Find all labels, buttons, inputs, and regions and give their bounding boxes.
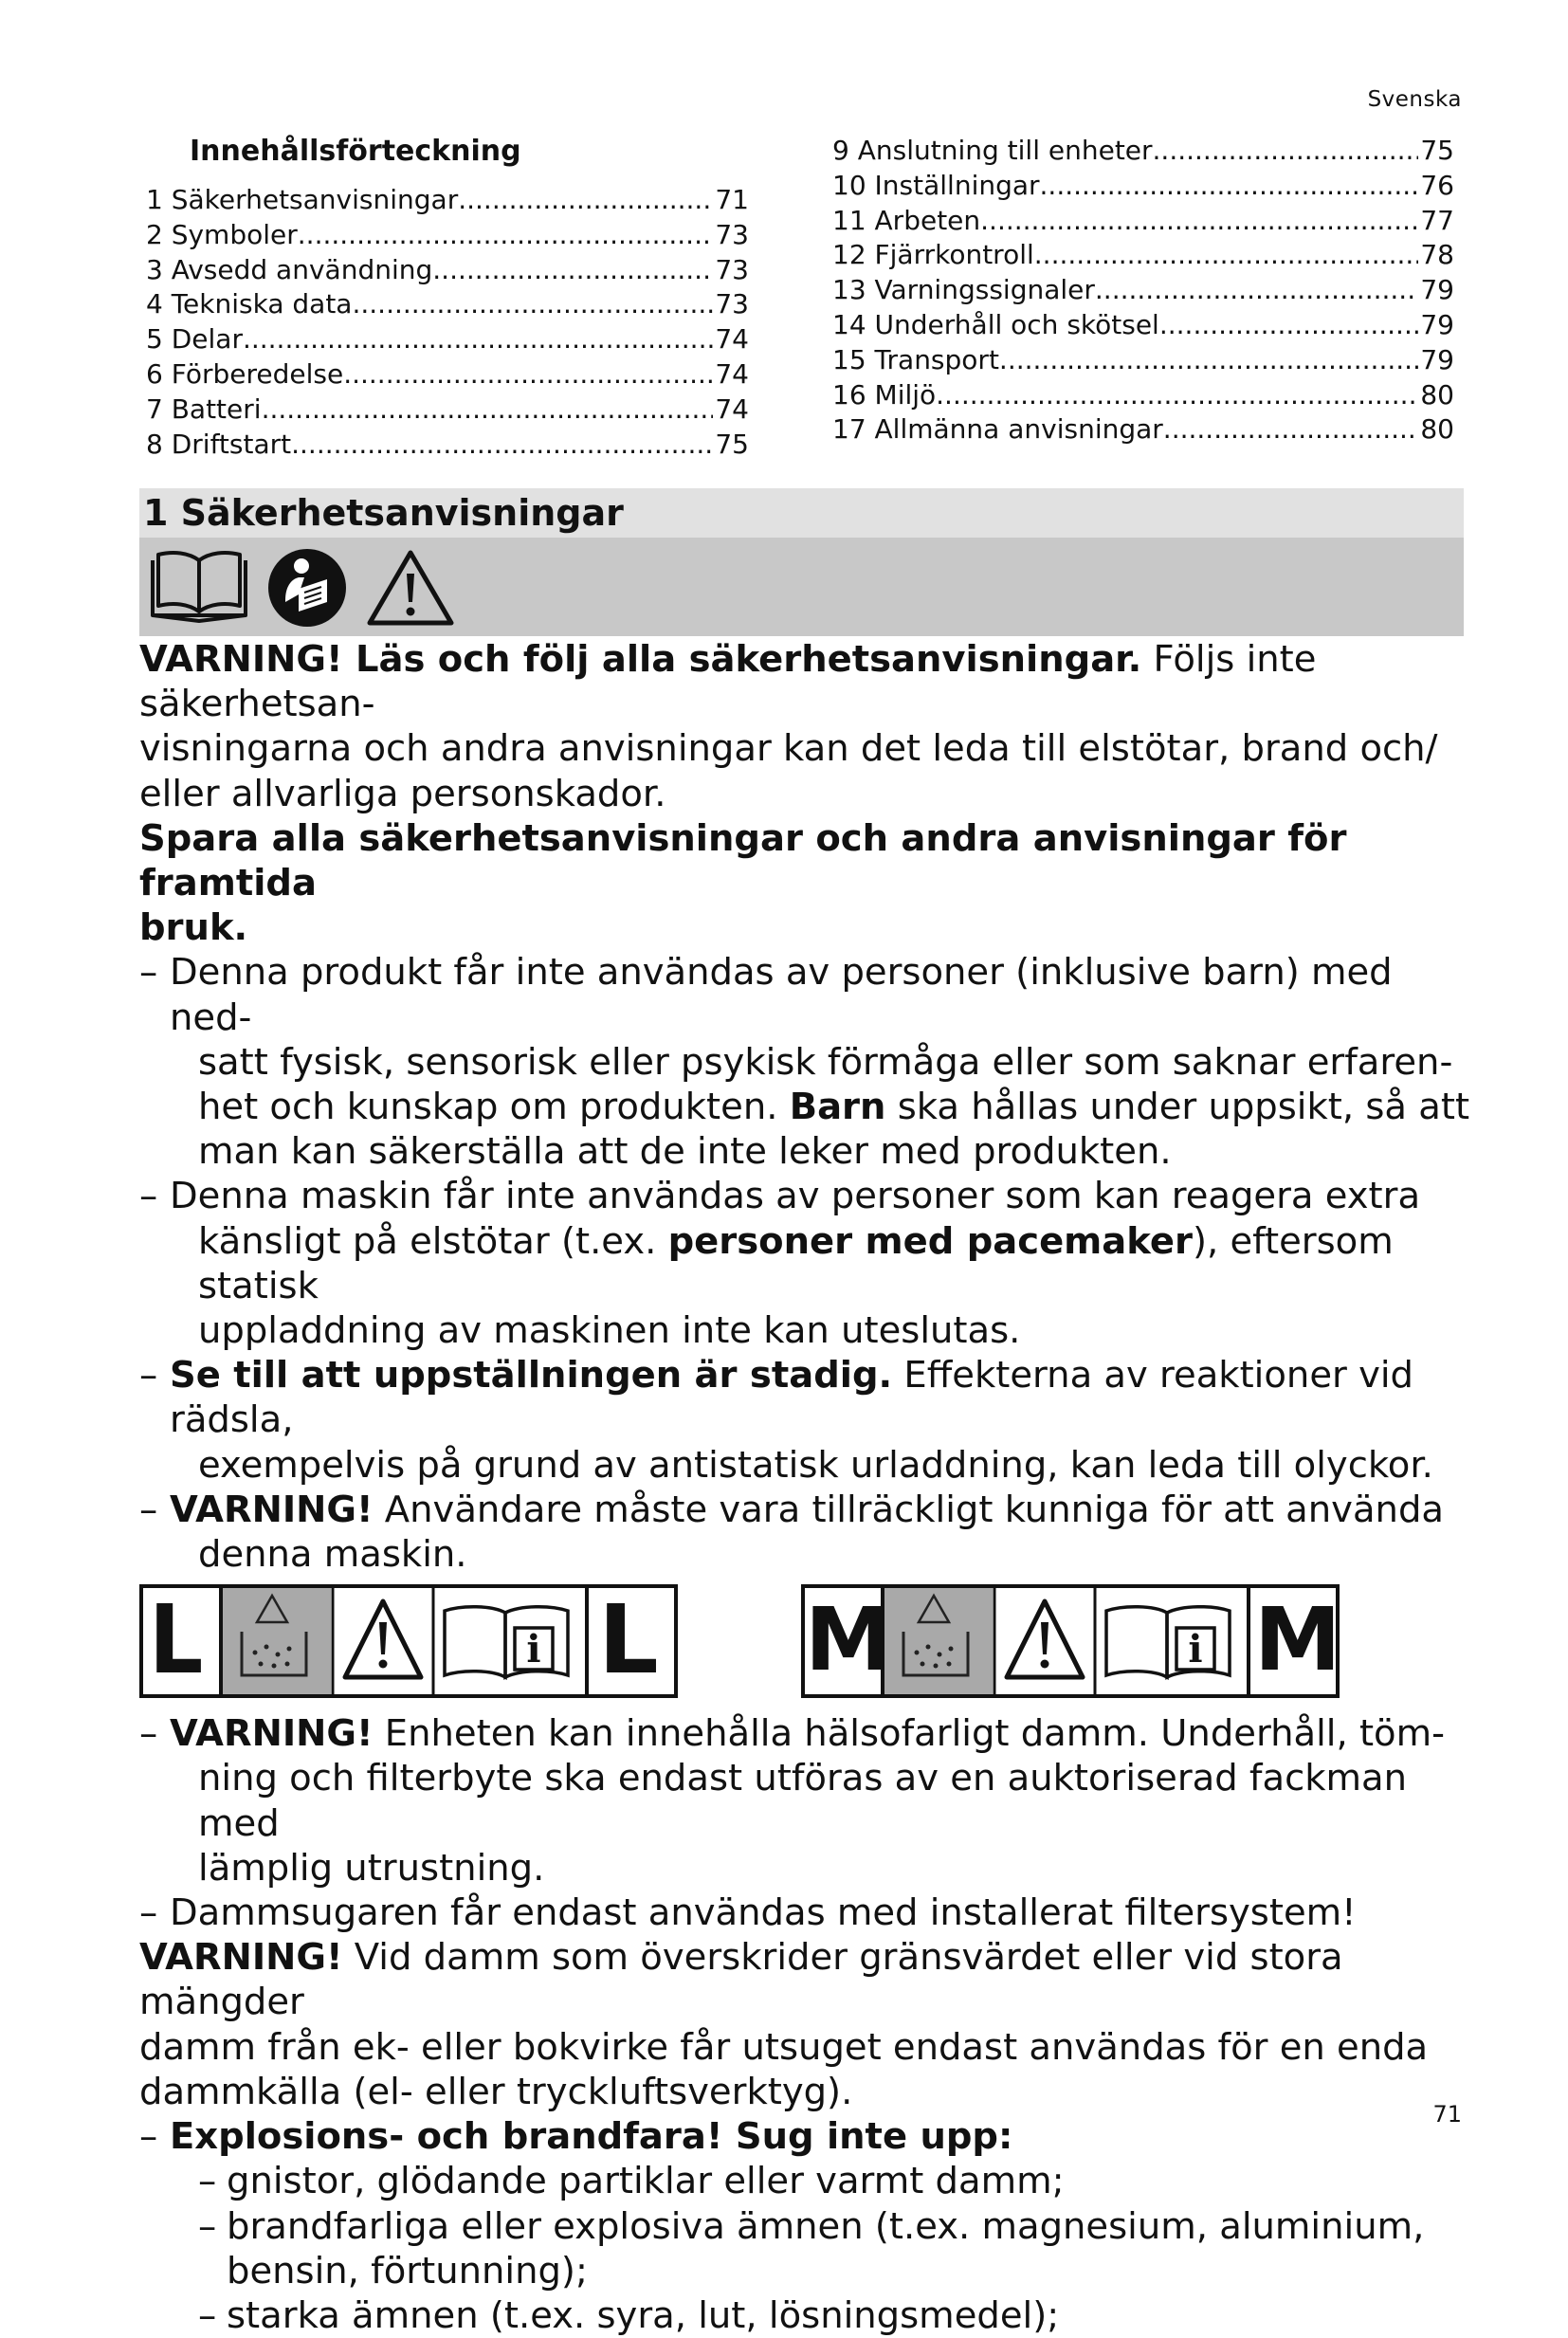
dust-class-right-letter-b: M (1254, 1589, 1341, 1691)
bullet-item: – Denna maskin får inte användas av personer som kan reagera extra känsligt på elstötar (t.ex. personer med pacemaker), eftersom statisk uppladdning av maskinen inte kan uteslutas. (139, 1175, 1421, 1353)
toc-entry[interactable]: 10 Inställningar ..... 76 (832, 169, 1454, 204)
save-instructions-paragraph: Spara alla säkerhetsanvisningar och andra anvisningar för framtida bruk. (139, 816, 1347, 950)
svg-text:i: i (1188, 1627, 1203, 1672)
dust-class-labels (139, 1584, 1476, 1706)
bullet-item: – Dammsugaren får endast användas med installerat filtersystem! (139, 1891, 1357, 1935)
toc-entry[interactable]: 15 Transport ..... 79 (832, 343, 1454, 378)
toc-entry[interactable]: 1 Säkerhetsanvisningar ..... 71 (146, 183, 749, 218)
read-manual-icon (266, 547, 348, 629)
toc-column-left (146, 183, 749, 462)
sub-bullet-item: – gnistor, glödande partiklar eller varmt damm; (198, 2160, 1065, 2203)
manual-book-icon (147, 547, 251, 627)
toc-entry[interactable]: 9 Anslutning till enheter ..... 75 (832, 134, 1454, 169)
toc-entry[interactable]: 13 Varningssignaler ..... 79 (832, 273, 1454, 308)
toc-entry[interactable]: 3 Avsedd användning ..... 73 (146, 253, 749, 288)
safety-instructions (139, 637, 1476, 2338)
bullet-item: – Denna produkt får inte användas av personer (inklusive barn) med ned- satt fysisk, sensorisk eller psykisk förmåga eller som saknar erfaren- het och kunskap om produkten. Barn ska hållas under uppsikt, så att man kan säkerställa att de inte leker med produkten. (139, 951, 1470, 1174)
dust-class-left-letter-a: L (149, 1584, 204, 1696)
bullet-item: – VARNING! Enheten kan innehålla hälsofarligt damm. Underhåll, töm- ning och filterbyte ska endast utföras av en auktoriserad fackman med lämplig utrustning. (139, 1712, 1446, 1890)
language-label: Svenska (1367, 87, 1462, 112)
dust-warning-paragraph: VARNING! Vid damm som överskrider gränsvärdet eller vid stora mängder damm från ek- eller bokvirke får utsuget endast användas för en enda dammkälla (el- eller tryckluftsverktyg). (139, 1936, 1429, 2113)
dust-class-left-letter-b: L (598, 1584, 659, 1696)
toc-entry[interactable]: 7 Batteri ..... 74 (146, 393, 749, 428)
svg-text:i: i (526, 1627, 541, 1672)
dust-class-l-label (139, 1584, 678, 1698)
toc-entry[interactable]: 2 Symboler ..... 73 (146, 218, 749, 253)
toc-column-right (832, 134, 1454, 448)
sub-bullet-item: – starka ämnen (t.ex. syra, lut, lösningsmedel); (198, 2293, 1060, 2337)
toc-entry[interactable]: 14 Underhåll och skötsel ..... 79 (832, 308, 1454, 343)
toc-entry[interactable]: 4 Tekniska data ..... 73 (146, 287, 749, 322)
toc-entry[interactable]: 16 Miljö ..... 80 (832, 378, 1454, 413)
bullet-item: – Se till att uppställningen är stadig. Effekterna av reaktioner vid rädsla, exempelvis på grund av antistatisk urladdning, kan leda till olyckor. (139, 1354, 1433, 1487)
dust-class-right-letter-a: M (805, 1589, 892, 1691)
warning-paragraph: VARNING! Läs och följ alla säkerhetsanvisningar. Följs inte säkerhetsan- visningarna och andra anvisningar kan det leda till elstötar, brand och/ eller allvarliga personskador. (139, 638, 1438, 815)
bullet-item: – VARNING! Användare måste vara tillräckligt kunniga för att använda denna maskin. (139, 1488, 1444, 1577)
warning-triangle-icon (365, 547, 456, 629)
toc-entry[interactable]: 12 Fjärrkontroll ..... 78 (832, 238, 1454, 273)
page-number: 71 (1432, 2101, 1462, 2128)
bullet-item: – Explosions- och brandfara! Sug inte upp: (139, 2115, 1013, 2159)
sub-bullet-item: – brandfarliga eller explosiva ämnen (t.ex. magnesium, aluminium, bensin, förtunning); (198, 2204, 1425, 2292)
toc-entry[interactable]: 6 Förberedelse ..... 74 (146, 357, 749, 393)
toc-entry[interactable]: 8 Driftstart ..... 75 (146, 428, 749, 463)
toc-title: Innehållsförteckning (190, 135, 521, 168)
toc-entry[interactable]: 11 Arbeten ..... 77 (832, 204, 1454, 239)
safety-symbol-band (139, 538, 1464, 636)
toc-entry[interactable]: 17 Allmänna anvisningar ..... 80 (832, 412, 1454, 448)
section-heading: 1 Säkerhetsanvisningar (139, 488, 1464, 538)
toc-entry[interactable]: 5 Delar ..... 74 (146, 322, 749, 357)
